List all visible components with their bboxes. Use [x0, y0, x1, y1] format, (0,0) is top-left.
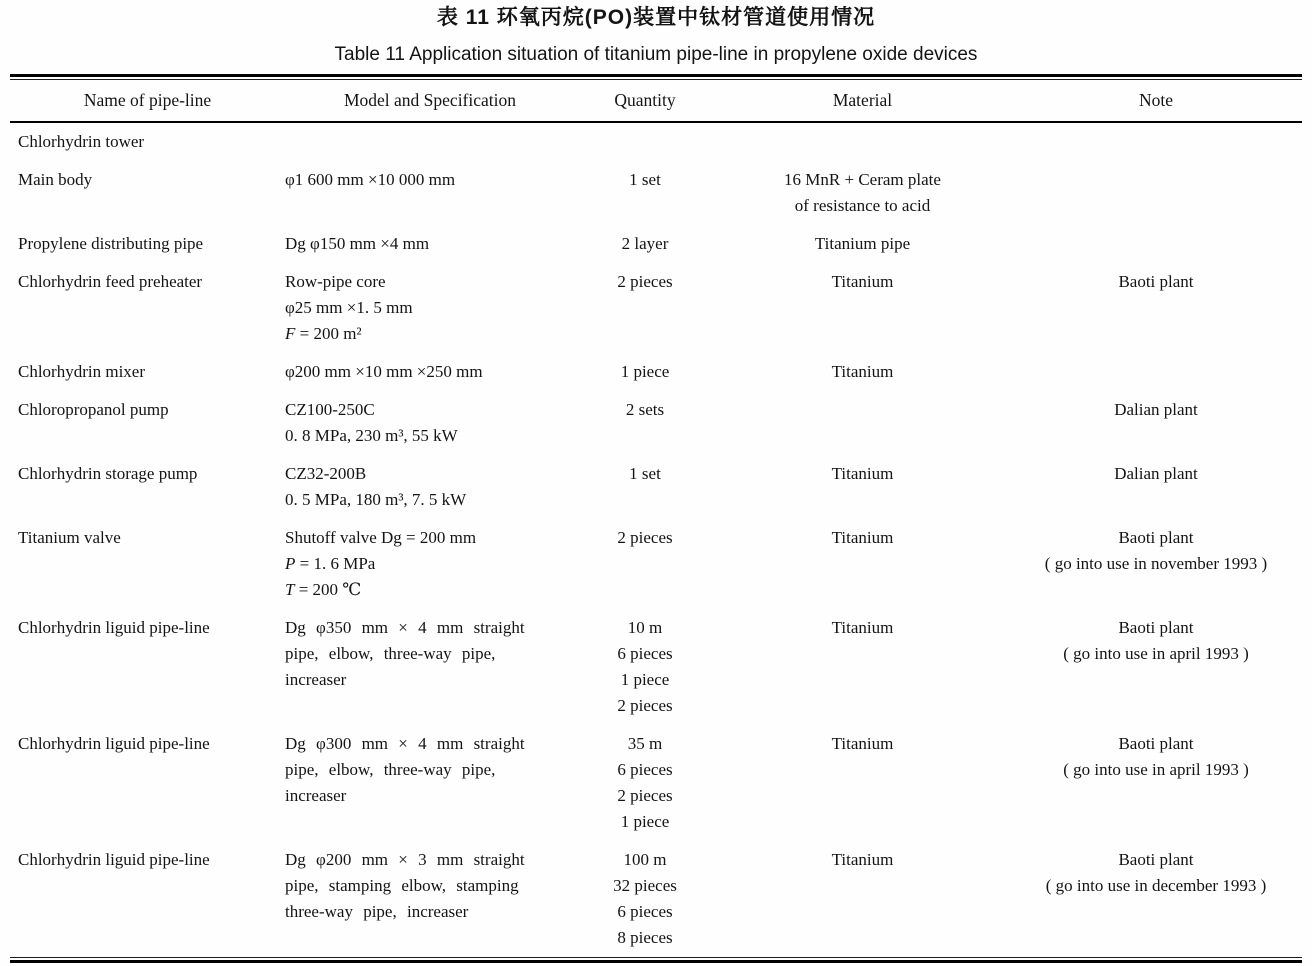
cell-line: 6 pieces [617, 760, 673, 779]
cell-material [715, 225, 1010, 263]
cell-line: 2 pieces [617, 696, 673, 715]
cell-line [285, 577, 561, 603]
cell-spec [285, 519, 575, 609]
cell-line: Titanium [831, 272, 894, 291]
text-segment: = 200 m² [295, 324, 362, 343]
cell-line: ( go into use in april 1993 ) [1063, 760, 1249, 779]
cell-line: Shutoff valve Dg = 200 mm [285, 528, 477, 547]
cell-line [285, 551, 561, 577]
cell-line: Titanium [831, 734, 894, 753]
cell-line: Titanium [831, 850, 894, 869]
cell-material [715, 725, 1010, 841]
cell-name [10, 519, 285, 609]
cell-line: Baoti plant [1118, 528, 1194, 547]
cell-note [1010, 391, 1302, 455]
cell-line: 100 m [623, 850, 667, 869]
cell-note [1010, 455, 1302, 519]
cell-line: three-way pipe, increaser [285, 902, 469, 921]
cell-spec [285, 841, 575, 957]
cell-line: Dg φ300 mm × 4 mm straight [285, 734, 525, 753]
cell-line: pipe, elbow, three-way pipe, [285, 760, 496, 779]
cell-qty [575, 519, 715, 609]
cell-line: φ200 mm ×10 mm ×250 mm [285, 362, 483, 381]
table-caption-chinese: 表 11 环氧丙烷(PO)装置中钛材管道使用情况 [436, 6, 876, 29]
cell-line: Baoti plant [1118, 850, 1194, 869]
cell-spec [285, 123, 575, 161]
table-body [10, 123, 1302, 957]
cell-note [1010, 519, 1302, 609]
cell-note [1010, 725, 1302, 841]
table-row [10, 161, 1302, 225]
cell-line: φ1 600 mm ×10 000 mm [285, 170, 456, 189]
cell-line: Dalian plant [1114, 464, 1198, 483]
header-quantity: Quantity [614, 90, 676, 110]
table-row [10, 263, 1302, 353]
cell-line: pipe, elbow, three-way pipe, [285, 644, 496, 663]
cell-material [715, 353, 1010, 391]
cell-spec [285, 725, 575, 841]
cell-line: Dg φ150 mm ×4 mm [285, 234, 430, 253]
cell-qty [575, 841, 715, 957]
cell-name [10, 391, 285, 455]
cell-material [715, 123, 1010, 161]
table-row [10, 455, 1302, 519]
cell-name [10, 225, 285, 263]
cell-line: 2 pieces [617, 786, 673, 805]
cell-material [715, 263, 1010, 353]
cell-material [715, 609, 1010, 725]
cell-line: increaser [285, 786, 347, 805]
cell-line: φ25 mm ×1. 5 mm [285, 298, 413, 317]
cell-name [10, 455, 285, 519]
cell-line: ( go into use in april 1993 ) [1063, 644, 1249, 663]
cell-material [715, 455, 1010, 519]
table-row [10, 353, 1302, 391]
cell-line: 2 pieces [617, 272, 673, 291]
cell-name [10, 123, 285, 161]
cell-line: pipe, stamping elbow, stamping [285, 876, 519, 895]
text-segment: F [285, 324, 296, 343]
cell-line: 2 sets [625, 400, 665, 419]
table-row [10, 841, 1302, 957]
cell-line: Chlorhydrin tower [18, 132, 145, 151]
cell-line: 0. 8 MPa, 230 m³, 55 kW [285, 426, 458, 445]
cell-line: 1 piece [620, 670, 670, 689]
cell-line: 1 piece [620, 362, 670, 381]
cell-spec [285, 609, 575, 725]
cell-line: Titanium [831, 528, 894, 547]
cell-line: CZ32-200B [285, 464, 367, 483]
cell-qty [575, 455, 715, 519]
cell-line: 2 pieces [617, 528, 673, 547]
cell-qty [575, 123, 715, 161]
cell-line: Titanium pipe [814, 234, 911, 253]
cell-line: ( go into use in december 1993 ) [1045, 876, 1267, 895]
cell-qty [575, 225, 715, 263]
cell-line: Titanium valve [18, 528, 121, 547]
cell-line: of resistance to acid [794, 196, 931, 215]
header-material: Material [832, 90, 893, 110]
cell-line: 1 set [629, 170, 661, 189]
cell-line: Baoti plant [1118, 734, 1194, 753]
cell-material [715, 391, 1010, 455]
cell-line: Chloropropanol pump [18, 400, 169, 419]
cell-line: Titanium [831, 618, 894, 637]
cell-line: Baoti plant [1118, 272, 1194, 291]
cell-qty [575, 161, 715, 225]
cell-line: Dalian plant [1114, 400, 1198, 419]
cell-note [1010, 841, 1302, 957]
header-name-of-pipe-line: Name of pipe-line [83, 90, 212, 110]
cell-line: 2 layer [621, 234, 669, 253]
cell-material [715, 161, 1010, 225]
text-segment: T [285, 580, 295, 599]
cell-qty [575, 391, 715, 455]
table-row [10, 519, 1302, 609]
cell-line: Chlorhydrin feed preheater [18, 272, 203, 291]
header-note: Note [1138, 90, 1174, 110]
cell-qty [575, 725, 715, 841]
cell-name [10, 609, 285, 725]
data-table [10, 74, 1302, 963]
cell-spec [285, 353, 575, 391]
cell-qty [575, 609, 715, 725]
cell-line [285, 321, 561, 347]
cell-line: 35 m [627, 734, 663, 753]
cell-line: Row-pipe core [285, 272, 386, 291]
cell-spec [285, 225, 575, 263]
cell-material [715, 519, 1010, 609]
cell-line: Chlorhydrin liguid pipe-line [18, 734, 210, 753]
cell-line: 8 pieces [617, 928, 673, 947]
cell-qty [575, 263, 715, 353]
cell-spec [285, 263, 575, 353]
cell-name [10, 841, 285, 957]
cell-line: 0. 5 MPa, 180 m³, 7. 5 kW [285, 490, 467, 509]
cell-line: Chlorhydrin liguid pipe-line [18, 618, 210, 637]
cell-note [1010, 263, 1302, 353]
cell-name [10, 161, 285, 225]
cell-line: 6 pieces [617, 644, 673, 663]
table-row [10, 123, 1302, 161]
cell-name [10, 263, 285, 353]
cell-line: 6 pieces [617, 902, 673, 921]
cell-line: Main body [18, 170, 93, 189]
text-segment: = 1. 6 MPa [295, 554, 376, 573]
cell-note [1010, 225, 1302, 263]
cell-line: Baoti plant [1118, 618, 1194, 637]
cell-line: Dg φ200 mm × 3 mm straight [285, 850, 525, 869]
cell-line: CZ100-250C [285, 400, 375, 419]
table-caption-english: Table 11 Application situation of titanium pipe-line in propylene oxide devices [334, 44, 978, 65]
cell-name [10, 353, 285, 391]
cell-line: Chlorhydrin mixer [18, 362, 146, 381]
cell-line: increaser [285, 670, 347, 689]
cell-line: 10 m [627, 618, 663, 637]
cell-line: Chlorhydrin liguid pipe-line [18, 850, 210, 869]
cell-line: 1 piece [620, 812, 670, 831]
cell-line: Titanium [831, 362, 894, 381]
cell-line: 32 pieces [613, 876, 677, 895]
table-row [10, 391, 1302, 455]
cell-spec [285, 391, 575, 455]
cell-qty [575, 353, 715, 391]
text-segment: = 200 ℃ [294, 580, 362, 599]
cell-line: 16 MnR + Ceram plate [784, 170, 941, 189]
cell-material [715, 841, 1010, 957]
text-segment: P [285, 554, 296, 573]
cell-line: ( go into use in november 1993 ) [1044, 554, 1268, 573]
table-bottom-rule [10, 957, 1302, 963]
table-row [10, 225, 1302, 263]
cell-line: Dg φ350 mm × 4 mm straight [285, 618, 525, 637]
table-row [10, 609, 1302, 725]
cell-note [1010, 161, 1302, 225]
table-row [10, 725, 1302, 841]
cell-spec [285, 455, 575, 519]
cell-spec [285, 161, 575, 225]
table-header-row [10, 80, 1302, 123]
cell-note [1010, 123, 1302, 161]
cell-name [10, 725, 285, 841]
cell-line: 1 set [629, 464, 661, 483]
cell-line: Chlorhydrin storage pump [18, 464, 198, 483]
cell-note [1010, 353, 1302, 391]
cell-line: Propylene distributing pipe [18, 234, 204, 253]
cell-line: Titanium [831, 464, 894, 483]
header-model-and-specification: Model and Specification [343, 90, 517, 110]
cell-note [1010, 609, 1302, 725]
